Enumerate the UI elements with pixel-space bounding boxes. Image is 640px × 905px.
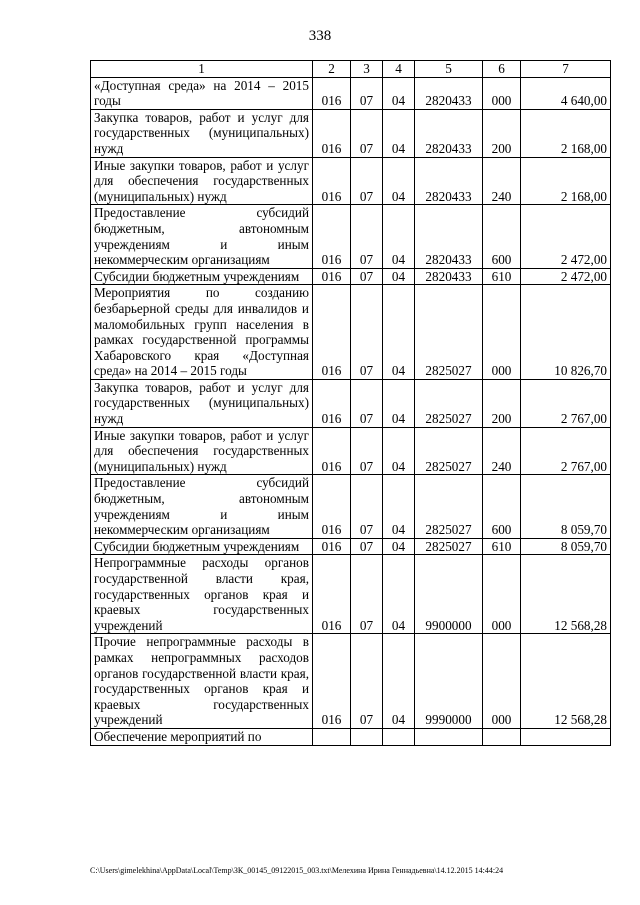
cell-amount: 12 568,28 [521, 555, 611, 634]
table-row [91, 77, 611, 109]
cell-col6: 200 [483, 109, 521, 157]
cell-col4: 04 [383, 427, 415, 475]
table-row [91, 634, 611, 729]
cell-amount: 4 640,00 [521, 77, 611, 109]
cell-col6: 000 [483, 555, 521, 634]
cell-name: Предоставление субсидий бюджетным, автономным учреждениям и иным некоммерческим организациям [91, 205, 313, 268]
cell-name: Субсидии бюджетным учреждениям [91, 268, 313, 285]
header-cell: 4 [383, 61, 415, 78]
cell-name: Субсидии бюджетным учреждениям [91, 538, 313, 555]
cell-name: Иные закупки товаров, работ и услуг для обеспечения государственных (муниципальных) нужд [91, 157, 313, 205]
cell-col2: 016 [313, 634, 351, 729]
cell-col6: 240 [483, 157, 521, 205]
cell-amount: 2 168,00 [521, 109, 611, 157]
cell-col3: 07 [351, 285, 383, 380]
cell-col3: 07 [351, 157, 383, 205]
cell-amount: 8 059,70 [521, 475, 611, 538]
cell-col6: 600 [483, 475, 521, 538]
header-cell: 7 [521, 61, 611, 78]
cell-amount [521, 728, 611, 745]
cell-col3: 07 [351, 379, 383, 427]
cell-name: «Доступная среда» на 2014 – 2015 годы [91, 77, 313, 109]
cell-col3: 07 [351, 109, 383, 157]
header-cell: 3 [351, 61, 383, 78]
cell-col6: 610 [483, 538, 521, 555]
table-row [91, 555, 611, 634]
cell-col2: 016 [313, 379, 351, 427]
cell-col6: 000 [483, 634, 521, 729]
cell-col5: 9990000 [415, 634, 483, 729]
cell-col5: 2820433 [415, 77, 483, 109]
cell-col3: 07 [351, 475, 383, 538]
footer-file-path: C:\Users\gimelekhina\AppData\Local\Temp\ЗК_00145_09122015_003.txt\Мелехина Ирина Геннадьевна\14.12.2015 14:44:24 [90, 866, 504, 875]
table-header-row [91, 61, 611, 78]
cell-col4: 04 [383, 205, 415, 268]
cell-col5: 2825027 [415, 285, 483, 380]
cell-amount: 10 826,70 [521, 285, 611, 380]
cell-col2: 016 [313, 427, 351, 475]
cell-col6: 000 [483, 285, 521, 380]
cell-col3: 07 [351, 538, 383, 555]
cell-col4: 04 [383, 538, 415, 555]
cell-col6 [483, 728, 521, 745]
cell-amount: 2 767,00 [521, 379, 611, 427]
cell-name: Мероприятия по созданию безбарьерной среды для инвалидов и маломобильных групп населения в рамках государственной программы Хабаровского края «Доступная среда» на 2014 – 2015 годы [91, 285, 313, 380]
cell-col4: 04 [383, 475, 415, 538]
table-row [91, 109, 611, 157]
cell-col2: 016 [313, 77, 351, 109]
table-row [91, 285, 611, 380]
cell-col3: 07 [351, 77, 383, 109]
table-row [91, 728, 611, 745]
cell-col5: 2825027 [415, 475, 483, 538]
cell-col4 [383, 728, 415, 745]
cell-col5: 2825027 [415, 427, 483, 475]
cell-col4: 04 [383, 109, 415, 157]
cell-col5 [415, 728, 483, 745]
cell-col6: 000 [483, 77, 521, 109]
table-row [91, 268, 611, 285]
cell-name: Прочие непрограммные расходы в рамках непрограммных расходов органов государственной власти края, государственных органов края и краевых государственных учреждений [91, 634, 313, 729]
cell-col6: 240 [483, 427, 521, 475]
cell-col2: 016 [313, 205, 351, 268]
cell-col5: 2820433 [415, 268, 483, 285]
cell-col2: 016 [313, 268, 351, 285]
cell-col5: 2825027 [415, 538, 483, 555]
cell-col2: 016 [313, 555, 351, 634]
page-number: 338 [308, 28, 332, 44]
header-cell: 6 [483, 61, 521, 78]
cell-col4: 04 [383, 268, 415, 285]
cell-name: Иные закупки товаров, работ и услуг для обеспечения государственных (муниципальных) нужд [91, 427, 313, 475]
cell-amount: 12 568,28 [521, 634, 611, 729]
cell-col2: 016 [313, 109, 351, 157]
table-row [91, 157, 611, 205]
budget-table [90, 60, 611, 746]
cell-col4: 04 [383, 157, 415, 205]
cell-name: Обеспечение мероприятий по [91, 728, 313, 745]
header-cell: 1 [91, 61, 313, 78]
cell-col2: 016 [313, 285, 351, 380]
cell-amount: 8 059,70 [521, 538, 611, 555]
table-row [91, 475, 611, 538]
cell-col3: 07 [351, 634, 383, 729]
cell-col6: 200 [483, 379, 521, 427]
cell-col4: 04 [383, 555, 415, 634]
cell-name: Закупка товаров, работ и услуг для государственных (муниципальных) нужд [91, 109, 313, 157]
cell-col4: 04 [383, 634, 415, 729]
cell-col5: 2820433 [415, 109, 483, 157]
table-row [91, 427, 611, 475]
table-row [91, 538, 611, 555]
cell-name: Закупка товаров, работ и услуг для государственных (муниципальных) нужд [91, 379, 313, 427]
cell-name: Предоставление субсидий бюджетным, автономным учреждениям и иным некоммерческим организациям [91, 475, 313, 538]
table-row [91, 379, 611, 427]
cell-col4: 04 [383, 77, 415, 109]
header-cell: 2 [313, 61, 351, 78]
cell-col3: 07 [351, 268, 383, 285]
cell-col2 [313, 728, 351, 745]
cell-col5: 2820433 [415, 157, 483, 205]
cell-amount: 2 168,00 [521, 157, 611, 205]
cell-amount: 2 767,00 [521, 427, 611, 475]
cell-col6: 610 [483, 268, 521, 285]
header-cell: 5 [415, 61, 483, 78]
cell-col6: 600 [483, 205, 521, 268]
cell-col5: 9900000 [415, 555, 483, 634]
cell-name: Непрограммные расходы органов государственной власти края, государственных органов края и краевых государственных учреждений [91, 555, 313, 634]
cell-col2: 016 [313, 157, 351, 205]
cell-amount: 2 472,00 [521, 268, 611, 285]
cell-amount: 2 472,00 [521, 205, 611, 268]
cell-col5: 2820433 [415, 205, 483, 268]
cell-col2: 016 [313, 538, 351, 555]
table-row [91, 205, 611, 268]
cell-col3: 07 [351, 555, 383, 634]
cell-col4: 04 [383, 285, 415, 380]
cell-col3 [351, 728, 383, 745]
cell-col5: 2825027 [415, 379, 483, 427]
cell-col3: 07 [351, 427, 383, 475]
cell-col3: 07 [351, 205, 383, 268]
cell-col2: 016 [313, 475, 351, 538]
cell-col4: 04 [383, 379, 415, 427]
